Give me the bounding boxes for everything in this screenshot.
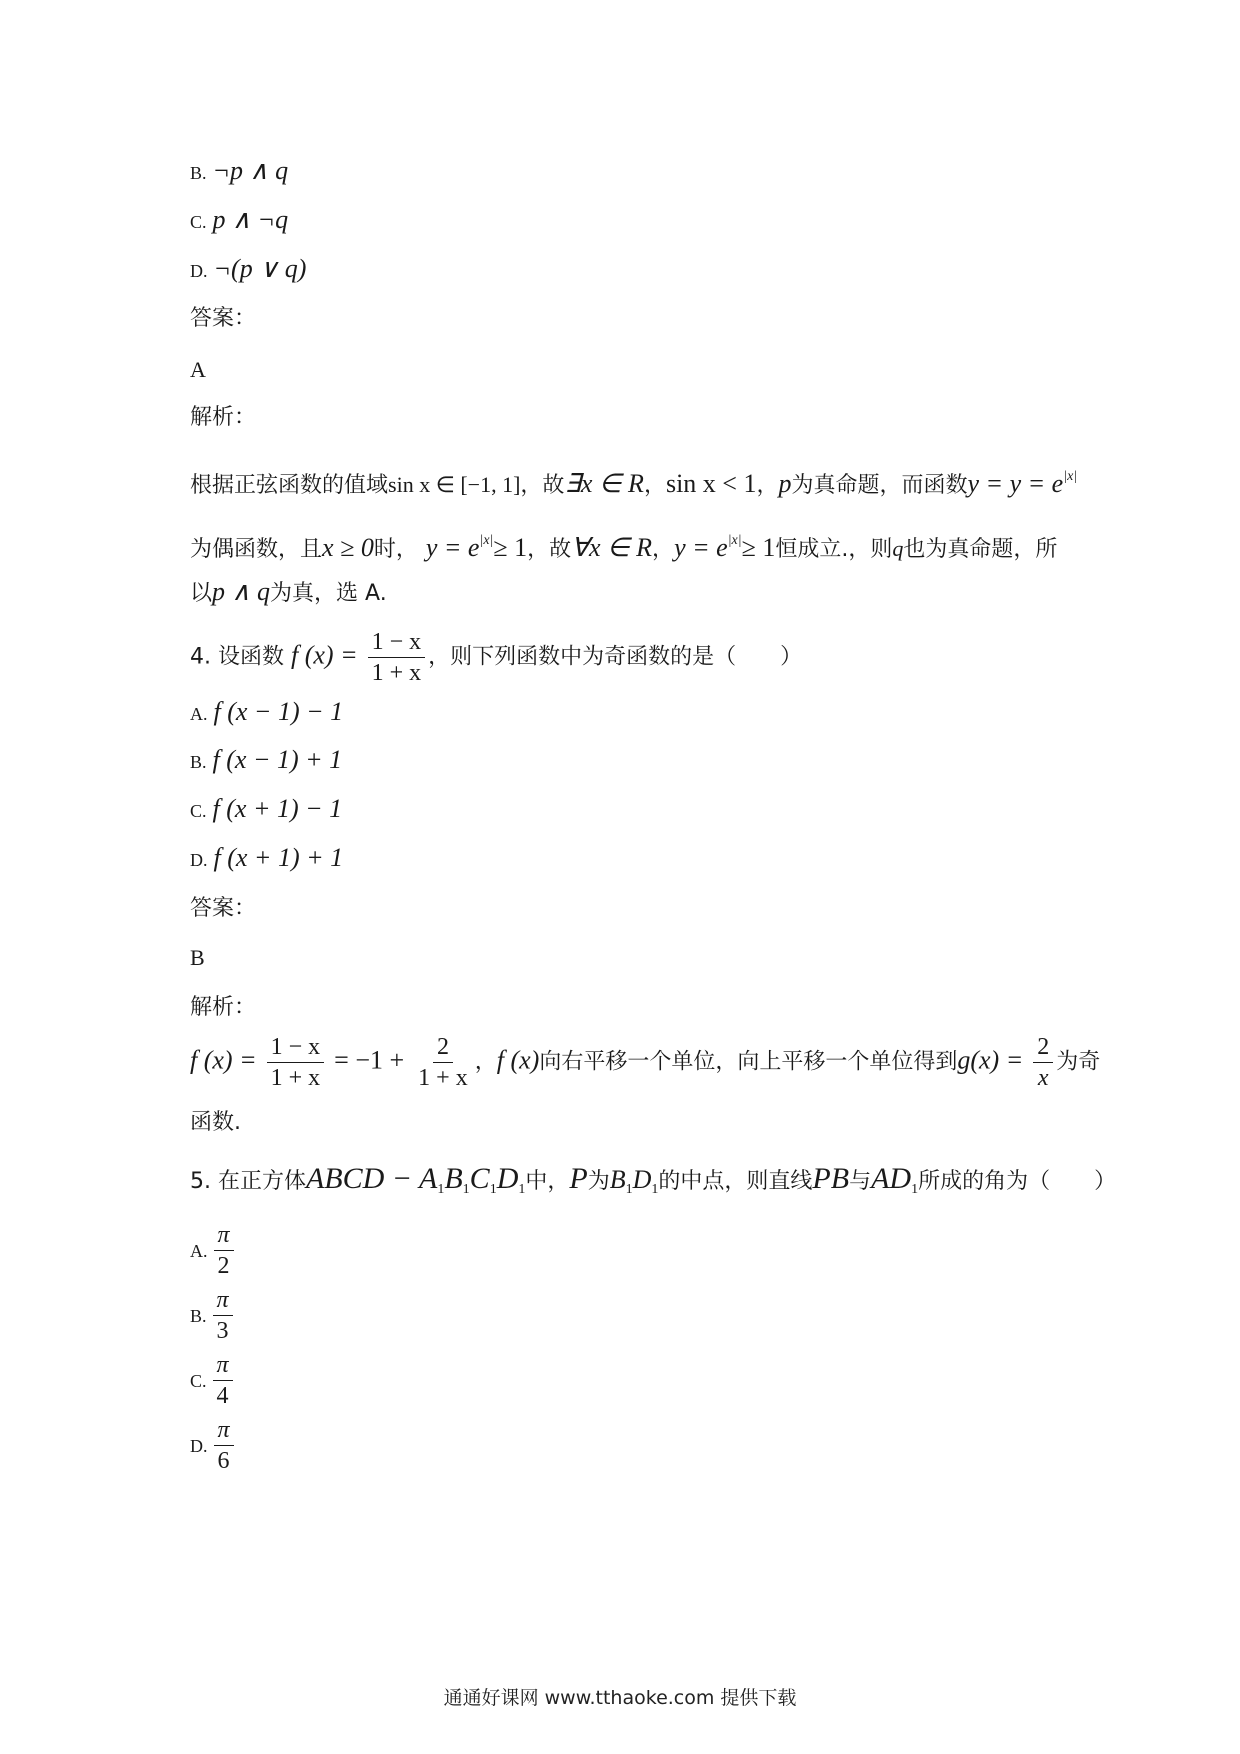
math-subscript: 1 (625, 1182, 633, 1197)
fraction-denominator: 4 (216, 1383, 229, 1409)
option-label: D. (190, 850, 208, 870)
fraction (214, 1415, 234, 1476)
fraction (1033, 1032, 1053, 1093)
option-label: D. (190, 261, 208, 281)
math-expression: p ∧ q (212, 577, 271, 606)
q3-analysis-line-3 (190, 577, 387, 609)
question-text: 5. 在正方体 (190, 1169, 306, 1194)
math-expression: = −1 + (334, 1045, 405, 1075)
question-text: 的中点，则直线 (658, 1169, 813, 1194)
math-expression: y = e (425, 533, 480, 562)
q5-option-b (190, 1285, 236, 1346)
option-expression: f (x + 1) − 1 (212, 794, 343, 823)
math-subscript: 1 (651, 1182, 659, 1197)
math-expression: B (609, 1165, 626, 1194)
math-expression: sin x < 1 (665, 469, 757, 498)
q3-analysis-line-2 (190, 526, 1057, 565)
math-expression: f (x) (496, 1045, 540, 1075)
question-text: 中， (525, 1169, 570, 1194)
option-label: C. (190, 1370, 207, 1391)
fraction-denominator: 1 + x (371, 660, 422, 686)
q3-answer-heading: 答案： (190, 306, 257, 331)
q5-option-c (190, 1350, 236, 1411)
math-expression: ∃x ∈ R (564, 469, 644, 498)
q4-option-d (190, 843, 343, 875)
q4-stem (190, 627, 802, 688)
math-expression: ≥ 1 (493, 533, 528, 562)
question-text: 与 (849, 1169, 872, 1194)
analysis-text: 根据正弦函数的值域 (190, 473, 389, 498)
fraction (213, 1350, 233, 1411)
fraction-numerator: 2 (1033, 1032, 1053, 1063)
q5-stem (190, 1164, 1116, 1205)
q3-option-d (190, 254, 306, 286)
analysis-text: 向右平移一个单位，向上平移一个单位得到 (539, 1049, 958, 1075)
fraction-denominator: 3 (216, 1318, 229, 1344)
fraction (267, 1032, 325, 1093)
math-exponent: |x| (1063, 469, 1078, 484)
option-expression: p ∧ ¬q (212, 205, 289, 234)
math-variable: q (892, 536, 904, 561)
fraction (213, 1285, 233, 1346)
option-expression: f (x − 1) + 1 (212, 745, 343, 774)
q4-option-c (190, 794, 342, 826)
math-expression: D (496, 1162, 519, 1195)
analysis-text: 为奇 (1056, 1049, 1101, 1075)
analysis-text: ，故 (527, 537, 572, 562)
option-expression: f (x + 1) + 1 (213, 843, 344, 872)
math-expression: f (x) = (190, 1045, 257, 1075)
math-expression: C (469, 1162, 490, 1195)
analysis-text: 恒成立.，则 (775, 537, 893, 562)
analysis-text: ，故 (520, 473, 565, 498)
fraction-denominator: 6 (217, 1448, 230, 1474)
fraction-numerator: π (213, 1350, 233, 1381)
option-label: C. (190, 212, 207, 232)
option-expression: ¬(p ∨ q) (213, 254, 307, 283)
math-expression: sin x ∈ [−1, 1] (388, 472, 521, 497)
fraction-denominator: 1 + x (418, 1065, 468, 1091)
fraction (368, 627, 426, 688)
q3-analysis-heading: 解析： (190, 405, 257, 430)
q4-analysis-line-1 (190, 1032, 1100, 1093)
q5-option-a (190, 1220, 237, 1281)
option-label: A. (190, 704, 208, 724)
math-expression: g(x) = (957, 1045, 1024, 1075)
fraction-numerator: 1 − x (368, 627, 426, 658)
math-subscript: 1 (462, 1182, 470, 1197)
question-text: ，则下列函数中为奇函数的是（ ） (428, 644, 803, 670)
option-label: B. (190, 163, 207, 183)
option-label: D. (190, 1435, 208, 1456)
analysis-text: 为偶函数，且 (190, 537, 323, 562)
fraction (414, 1032, 472, 1093)
fraction-denominator: x (1037, 1065, 1049, 1091)
option-label: B. (190, 752, 207, 772)
option-label: B. (190, 1305, 207, 1326)
math-expression: D (632, 1165, 652, 1194)
analysis-text: 也为真命题，所 (903, 537, 1058, 562)
option-label: C. (190, 801, 207, 821)
q3-option-b (190, 156, 288, 188)
page-footer: 通通好课网 www.tthaoke.com 提供下载 (443, 1687, 797, 1709)
q4-answer: B (190, 945, 205, 970)
analysis-text: 为真，选 A. (270, 581, 387, 606)
math-expression: ABCD − A (305, 1162, 438, 1195)
analysis-text: ， (474, 1049, 497, 1075)
analysis-text: ， (643, 473, 666, 498)
q4-option-b (190, 745, 342, 777)
math-variable: p (778, 469, 792, 498)
math-expression: y = y = e (967, 469, 1064, 498)
option-expression: f (x − 1) − 1 (213, 697, 344, 726)
math-exponent: |x| (727, 533, 742, 548)
fraction (214, 1220, 234, 1281)
fraction-numerator: π (214, 1220, 234, 1251)
math-subscript: 1 (911, 1182, 919, 1197)
math-subscript: 1 (437, 1182, 445, 1197)
fraction-denominator: 2 (217, 1253, 230, 1279)
q4-option-a (190, 697, 343, 729)
math-expression: AD (871, 1162, 912, 1195)
q5-option-d (190, 1415, 237, 1476)
math-variable: P (569, 1162, 588, 1195)
analysis-text: ， (652, 537, 675, 562)
question-text: 为 (587, 1169, 610, 1194)
fraction-numerator: 1 − x (267, 1032, 325, 1063)
analysis-text: ， (756, 473, 779, 498)
math-expression: y = e (674, 533, 728, 562)
math-subscript: 1 (489, 1182, 497, 1197)
q3-answer: A (190, 357, 206, 382)
q4-analysis-line-2: 函数. (190, 1110, 241, 1135)
math-expression: x ≥ 0 (322, 533, 374, 562)
math-expression: f (x) = (290, 640, 358, 670)
math-expression: PB (812, 1162, 850, 1195)
math-exponent: |x| (479, 533, 494, 548)
option-label: A. (190, 1240, 208, 1261)
q4-analysis-heading: 解析： (190, 995, 257, 1020)
analysis-text: 以 (190, 581, 213, 606)
q4-answer-heading: 答案： (190, 896, 257, 921)
fraction-numerator: 2 (433, 1032, 453, 1063)
math-expression: B (444, 1162, 463, 1195)
fraction-numerator: π (213, 1285, 233, 1316)
analysis-text: 时， (373, 537, 418, 562)
fraction-numerator: π (214, 1415, 234, 1446)
q3-option-c (190, 205, 288, 237)
math-expression: ≥ 1 (741, 533, 776, 562)
math-expression: ∀x ∈ R (571, 533, 653, 562)
option-expression: ¬p ∧ q (212, 156, 289, 185)
question-text: 所成的角为（ ） (918, 1169, 1117, 1194)
fraction-denominator: 1 + x (270, 1065, 321, 1091)
analysis-text: 为真命题，而函数 (791, 473, 968, 498)
math-subscript: 1 (518, 1182, 526, 1197)
question-text: 4. 设函数 (190, 644, 284, 670)
q3-analysis-line-1 (190, 462, 1077, 501)
